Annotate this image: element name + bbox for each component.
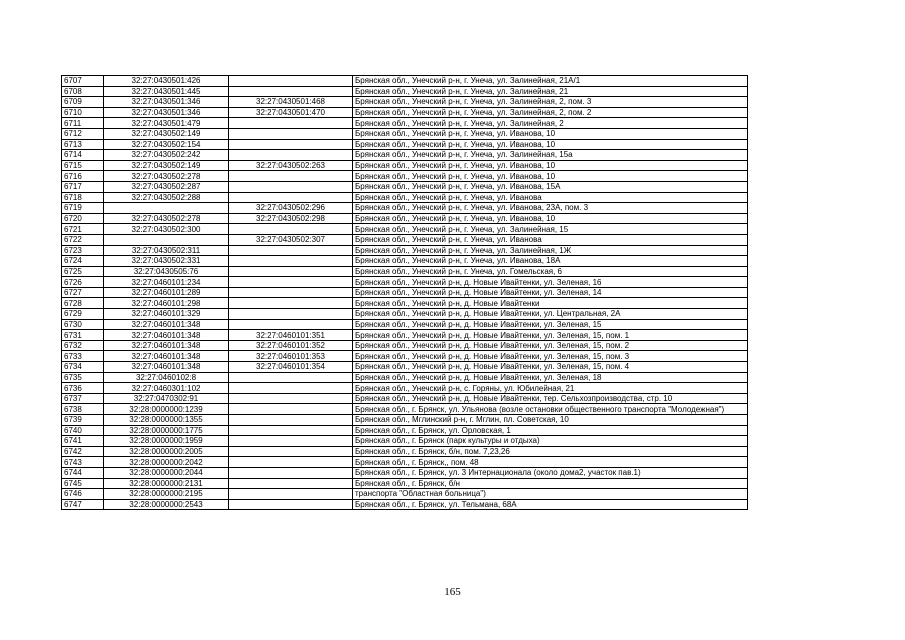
cadastral-number-cell: 32:27:0430502:154 bbox=[104, 139, 229, 150]
row-number-cell: 6723 bbox=[62, 245, 104, 256]
table-row bbox=[62, 76, 748, 87]
address-cell: Брянская обл., Унечский р-н, г. Унеча, ул. Иванова, 18А bbox=[353, 256, 748, 267]
address-cell: Брянская обл., Унечский р-н, д. Новые Ивайтенки, ул. Зеленая, 15, пом. 3 bbox=[353, 351, 748, 362]
related-cadastral-number-cell bbox=[229, 277, 353, 288]
related-cadastral-number-cell bbox=[229, 319, 353, 330]
row-number-cell: 6732 bbox=[62, 340, 104, 351]
row-number-cell: 6714 bbox=[62, 150, 104, 161]
cadastral-number-cell: 32:27:0430502:311 bbox=[104, 245, 229, 256]
table-row bbox=[62, 489, 748, 500]
address-cell: Брянская обл., Унечский р-н, с. Горяны, ул. Юбилейная, 21 bbox=[353, 383, 748, 394]
address-cell: Брянская обл., Мглинский р-н, г. Мглин, пл. Советская, 10 bbox=[353, 415, 748, 426]
address-cell: Брянская обл., Унечский р-н, г. Унеча, ул. Иванова, 10 bbox=[353, 139, 748, 150]
table-row bbox=[62, 404, 748, 415]
cadastral-number-cell: 32:27:0460102:8 bbox=[104, 372, 229, 383]
row-number-cell: 6719 bbox=[62, 203, 104, 214]
registry-table bbox=[61, 75, 748, 510]
table-row bbox=[62, 467, 748, 478]
cadastral-number-cell: 32:27:0460101:289 bbox=[104, 287, 229, 298]
address-cell: Брянская обл., Унечский р-н, д. Новые Ивайтенки, ул. Центральная, 2А bbox=[353, 309, 748, 320]
table-row bbox=[62, 139, 748, 150]
table-row bbox=[62, 97, 748, 108]
related-cadastral-number-cell bbox=[229, 150, 353, 161]
address-cell: Брянская обл., Унечский р-н, г. Унеча, ул. Залинейная, 21А/1 bbox=[353, 76, 748, 87]
cadastral-number-cell: 32:27:0460101:234 bbox=[104, 277, 229, 288]
row-number-cell: 6727 bbox=[62, 287, 104, 298]
row-number-cell: 6744 bbox=[62, 467, 104, 478]
related-cadastral-number-cell bbox=[229, 425, 353, 436]
cadastral-number-cell: 32:27:0430502:300 bbox=[104, 224, 229, 235]
table-row bbox=[62, 351, 748, 362]
cadastral-number-cell: 32:27:0460101:348 bbox=[104, 340, 229, 351]
related-cadastral-number-cell bbox=[229, 139, 353, 150]
cadastral-number-cell: 32:27:0430505:76 bbox=[104, 266, 229, 277]
table-row bbox=[62, 425, 748, 436]
related-cadastral-number-cell bbox=[229, 436, 353, 447]
cadastral-number-cell: 32:28:0000000:2042 bbox=[104, 457, 229, 468]
table-row bbox=[62, 234, 748, 245]
row-number-cell: 6722 bbox=[62, 234, 104, 245]
registry-table-body bbox=[62, 76, 748, 510]
related-cadastral-number-cell bbox=[229, 224, 353, 235]
row-number-cell: 6720 bbox=[62, 213, 104, 224]
row-number-cell: 6747 bbox=[62, 499, 104, 510]
table-row bbox=[62, 287, 748, 298]
address-cell: Брянская обл., Унечский р-н, д. Новые Ивайтенки, ул. Зеленая, 15 bbox=[353, 319, 748, 330]
address-cell: Брянская обл., Унечский р-н, г. Унеча, ул. Иванова, 10 bbox=[353, 128, 748, 139]
row-number-cell: 6746 bbox=[62, 489, 104, 500]
related-cadastral-number-cell bbox=[229, 118, 353, 129]
address-cell: Брянская обл., г. Брянск (парк культуры и отдыха) bbox=[353, 436, 748, 447]
address-cell: Брянская обл., Унечский р-н, г. Унеча, ул. Залинейная, 15а bbox=[353, 150, 748, 161]
table-row bbox=[62, 128, 748, 139]
related-cadastral-number-cell bbox=[229, 181, 353, 192]
table-row bbox=[62, 160, 748, 171]
address-cell: Брянская обл., Унечский р-н, г. Унеча, ул. Залинейная, 15 bbox=[353, 224, 748, 235]
table-row bbox=[62, 362, 748, 373]
table-row bbox=[62, 86, 748, 97]
cadastral-number-cell: 32:27:0430502:278 bbox=[104, 171, 229, 182]
table-row bbox=[62, 372, 748, 383]
table-row bbox=[62, 383, 748, 394]
cadastral-number-cell: 32:27:0460101:348 bbox=[104, 362, 229, 373]
related-cadastral-number-cell bbox=[229, 266, 353, 277]
row-number-cell: 6712 bbox=[62, 128, 104, 139]
address-cell: Брянская обл., Унечский р-н, д. Новые Ивайтенки, ул. Зеленая, 15, пом. 1 bbox=[353, 330, 748, 341]
row-number-cell: 6717 bbox=[62, 181, 104, 192]
address-cell: Брянская обл., Унечский р-н, г. Унеча, ул. Иванова, 10 bbox=[353, 213, 748, 224]
row-number-cell: 6726 bbox=[62, 277, 104, 288]
related-cadastral-number-cell bbox=[229, 76, 353, 87]
cadastral-number-cell: 32:27:0460101:348 bbox=[104, 319, 229, 330]
row-number-cell: 6734 bbox=[62, 362, 104, 373]
table-row bbox=[62, 499, 748, 510]
address-cell: Брянская обл., г. Брянск,, пом. 48 bbox=[353, 457, 748, 468]
cadastral-number-cell bbox=[104, 203, 229, 214]
address-cell: Брянская обл., Унечский р-н, г. Унеча, ул. Залинейная, 21 bbox=[353, 86, 748, 97]
row-number-cell: 6736 bbox=[62, 383, 104, 394]
related-cadastral-number-cell bbox=[229, 383, 353, 394]
cadastral-number-cell: 32:28:0000000:2131 bbox=[104, 478, 229, 489]
related-cadastral-number-cell bbox=[229, 128, 353, 139]
related-cadastral-number-cell: 32:27:0460101:354 bbox=[229, 362, 353, 373]
related-cadastral-number-cell: 32:27:0430502:298 bbox=[229, 213, 353, 224]
related-cadastral-number-cell bbox=[229, 192, 353, 203]
related-cadastral-number-cell bbox=[229, 467, 353, 478]
address-cell: Брянская обл., г. Брянск, ул. Орловская, 1 bbox=[353, 425, 748, 436]
related-cadastral-number-cell bbox=[229, 478, 353, 489]
row-number-cell: 6708 bbox=[62, 86, 104, 97]
cadastral-number-cell: 32:27:0460101:298 bbox=[104, 298, 229, 309]
address-cell: Брянская обл., Унечский р-н, г. Унеча, ул. Иванова, 15А bbox=[353, 181, 748, 192]
row-number-cell: 6718 bbox=[62, 192, 104, 203]
row-number-cell: 6725 bbox=[62, 266, 104, 277]
cadastral-number-cell: 32:27:0460101:329 bbox=[104, 309, 229, 320]
table-row bbox=[62, 436, 748, 447]
address-cell: Брянская обл., Унечский р-н, г. Унеча, ул. Иванова bbox=[353, 192, 748, 203]
address-cell: Брянская обл., Унечский р-н, д. Новые Ивайтенки bbox=[353, 298, 748, 309]
table-row bbox=[62, 298, 748, 309]
address-cell: Брянская обл., г. Брянск, б/н, пом. 7,23,26 bbox=[353, 446, 748, 457]
address-cell: Брянская обл., Унечский р-н, д. Новые Ивайтенки, ул. Зеленая, 14 bbox=[353, 287, 748, 298]
related-cadastral-number-cell: 32:27:0430502:263 bbox=[229, 160, 353, 171]
table-row bbox=[62, 415, 748, 426]
row-number-cell: 6711 bbox=[62, 118, 104, 129]
cadastral-number-cell: 32:28:0000000:1355 bbox=[104, 415, 229, 426]
related-cadastral-number-cell bbox=[229, 245, 353, 256]
related-cadastral-number-cell bbox=[229, 457, 353, 468]
row-number-cell: 6745 bbox=[62, 478, 104, 489]
cadastral-number-cell bbox=[104, 234, 229, 245]
table-row bbox=[62, 150, 748, 161]
related-cadastral-number-cell bbox=[229, 499, 353, 510]
address-cell: Брянская обл., Унечский р-н, г. Унеча, ул. Залинейная, 2, пом. 3 bbox=[353, 97, 748, 108]
row-number-cell: 6742 bbox=[62, 446, 104, 457]
page-number: 165 bbox=[444, 586, 461, 598]
row-number-cell: 6729 bbox=[62, 309, 104, 320]
table-row bbox=[62, 478, 748, 489]
cadastral-number-cell: 32:27:0460301:102 bbox=[104, 383, 229, 394]
address-cell: Брянская обл., Унечский р-н, г. Унеча, ул. Залинейная, 2, пом. 2 bbox=[353, 107, 748, 118]
table-row bbox=[62, 171, 748, 182]
address-cell: Брянская обл., г. Брянск, ул. Ульянова (возле остановки общественного транспорта "Молодежная") bbox=[353, 404, 748, 415]
table-row bbox=[62, 192, 748, 203]
address-cell: Брянская обл., Унечский р-н, д. Новые Ивайтенки, ул. Зеленая, 18 bbox=[353, 372, 748, 383]
table-row bbox=[62, 118, 748, 129]
cadastral-number-cell: 32:27:0470302:91 bbox=[104, 393, 229, 404]
row-number-cell: 6733 bbox=[62, 351, 104, 362]
row-number-cell: 6735 bbox=[62, 372, 104, 383]
cadastral-number-cell: 32:28:0000000:2195 bbox=[104, 489, 229, 500]
related-cadastral-number-cell bbox=[229, 86, 353, 97]
related-cadastral-number-cell: 32:27:0460101:352 bbox=[229, 340, 353, 351]
row-number-cell: 6715 bbox=[62, 160, 104, 171]
address-cell: Брянская обл., г. Брянск, ул. 3 Интернационала (около дома2, участок пав.1) bbox=[353, 467, 748, 478]
row-number-cell: 6710 bbox=[62, 107, 104, 118]
cadastral-number-cell: 32:27:0430502:242 bbox=[104, 150, 229, 161]
related-cadastral-number-cell bbox=[229, 287, 353, 298]
table-row bbox=[62, 181, 748, 192]
row-number-cell: 6738 bbox=[62, 404, 104, 415]
cadastral-number-cell: 32:27:0430501:479 bbox=[104, 118, 229, 129]
address-cell: Брянская обл., Унечский р-н, г. Унеча, ул. Иванова bbox=[353, 234, 748, 245]
cadastral-number-cell: 32:28:0000000:1959 bbox=[104, 436, 229, 447]
table-row bbox=[62, 446, 748, 457]
address-cell: Брянская обл., Унечский р-н, д. Новые Ивайтенки, ул. Зеленая, 15, пом. 2 bbox=[353, 340, 748, 351]
related-cadastral-number-cell: 32:27:0430502:307 bbox=[229, 234, 353, 245]
cadastral-number-cell: 32:27:0430502:331 bbox=[104, 256, 229, 267]
address-cell: Брянская обл., г. Брянск, ул. Тельмана, 68А bbox=[353, 499, 748, 510]
related-cadastral-number-cell bbox=[229, 393, 353, 404]
address-cell: Брянская обл., г. Брянск, б/н bbox=[353, 478, 748, 489]
row-number-cell: 6737 bbox=[62, 393, 104, 404]
address-cell: Брянская обл., Унечский р-н, г. Унеча, ул. Залинейная, 2 bbox=[353, 118, 748, 129]
related-cadastral-number-cell: 32:27:0430501:470 bbox=[229, 107, 353, 118]
related-cadastral-number-cell bbox=[229, 256, 353, 267]
address-cell: Брянская обл., Унечский р-н, г. Унеча, ул. Иванова, 10 bbox=[353, 160, 748, 171]
table-row bbox=[62, 393, 748, 404]
row-number-cell: 6731 bbox=[62, 330, 104, 341]
table-row bbox=[62, 330, 748, 341]
cadastral-number-cell: 32:27:0430501:426 bbox=[104, 76, 229, 87]
cadastral-number-cell: 32:27:0430502:278 bbox=[104, 213, 229, 224]
related-cadastral-number-cell bbox=[229, 489, 353, 500]
address-cell: Брянская обл., Унечский р-н, г. Унеча, ул. Иванова, 10 bbox=[353, 171, 748, 182]
cadastral-number-cell: 32:27:0430501:346 bbox=[104, 107, 229, 118]
row-number-cell: 6739 bbox=[62, 415, 104, 426]
cadastral-number-cell: 32:28:0000000:1239 bbox=[104, 404, 229, 415]
address-cell: транспорта "Областная больница") bbox=[353, 489, 748, 500]
address-cell: Брянская обл., Унечский р-н, г. Унеча, ул. Иванова, 23А, пом. 3 bbox=[353, 203, 748, 214]
cadastral-number-cell: 32:28:0000000:2005 bbox=[104, 446, 229, 457]
row-number-cell: 6713 bbox=[62, 139, 104, 150]
related-cadastral-number-cell: 32:27:0430501:468 bbox=[229, 97, 353, 108]
cadastral-number-cell: 32:28:0000000:2543 bbox=[104, 499, 229, 510]
related-cadastral-number-cell: 32:27:0460101:351 bbox=[229, 330, 353, 341]
row-number-cell: 6721 bbox=[62, 224, 104, 235]
table-row bbox=[62, 309, 748, 320]
address-cell: Брянская обл., Унечский р-н, д. Новые Ивайтенки, ул. Зеленая, 15, пом. 4 bbox=[353, 362, 748, 373]
related-cadastral-number-cell bbox=[229, 446, 353, 457]
table-row bbox=[62, 457, 748, 468]
cadastral-number-cell: 32:28:0000000:1775 bbox=[104, 425, 229, 436]
related-cadastral-number-cell: 32:27:0430502:296 bbox=[229, 203, 353, 214]
address-cell: Брянская обл., Унечский р-н, г. Унеча, ул. Гомельская, 6 bbox=[353, 266, 748, 277]
row-number-cell: 6709 bbox=[62, 97, 104, 108]
row-number-cell: 6728 bbox=[62, 298, 104, 309]
cadastral-number-cell: 32:27:0430501:346 bbox=[104, 97, 229, 108]
table-row bbox=[62, 340, 748, 351]
related-cadastral-number-cell bbox=[229, 372, 353, 383]
row-number-cell: 6741 bbox=[62, 436, 104, 447]
cadastral-number-cell: 32:27:0460101:348 bbox=[104, 330, 229, 341]
cadastral-number-cell: 32:27:0430502:149 bbox=[104, 128, 229, 139]
table-row bbox=[62, 107, 748, 118]
table-row bbox=[62, 224, 748, 235]
address-cell: Брянская обл., Унечский р-н, г. Унеча, ул. Залинейная, 1Ж bbox=[353, 245, 748, 256]
row-number-cell: 6724 bbox=[62, 256, 104, 267]
related-cadastral-number-cell bbox=[229, 298, 353, 309]
related-cadastral-number-cell bbox=[229, 171, 353, 182]
cadastral-number-cell: 32:27:0430502:287 bbox=[104, 181, 229, 192]
related-cadastral-number-cell bbox=[229, 309, 353, 320]
cadastral-number-cell: 32:27:0430502:149 bbox=[104, 160, 229, 171]
row-number-cell: 6743 bbox=[62, 457, 104, 468]
address-cell: Брянская обл., Унечский р-н, д. Новые Ивайтенки, ул. Зеленая, 16 bbox=[353, 277, 748, 288]
table-row bbox=[62, 277, 748, 288]
related-cadastral-number-cell bbox=[229, 415, 353, 426]
cadastral-number-cell: 32:27:0430502:288 bbox=[104, 192, 229, 203]
table-row bbox=[62, 245, 748, 256]
address-cell: Брянская обл., Унечский р-н, д. Новые Ивайтенки, тер. Сельхозпроизводства, стр. 10 bbox=[353, 393, 748, 404]
table-row bbox=[62, 203, 748, 214]
related-cadastral-number-cell bbox=[229, 404, 353, 415]
table-row bbox=[62, 319, 748, 330]
row-number-cell: 6740 bbox=[62, 425, 104, 436]
row-number-cell: 6716 bbox=[62, 171, 104, 182]
table-row bbox=[62, 266, 748, 277]
cadastral-number-cell: 32:27:0430501:445 bbox=[104, 86, 229, 97]
table-row bbox=[62, 256, 748, 267]
cadastral-number-cell: 32:27:0460101:348 bbox=[104, 351, 229, 362]
related-cadastral-number-cell: 32:27:0460101:353 bbox=[229, 351, 353, 362]
row-number-cell: 6707 bbox=[62, 76, 104, 87]
table-row bbox=[62, 213, 748, 224]
row-number-cell: 6730 bbox=[62, 319, 104, 330]
cadastral-number-cell: 32:28:0000000:2044 bbox=[104, 467, 229, 478]
